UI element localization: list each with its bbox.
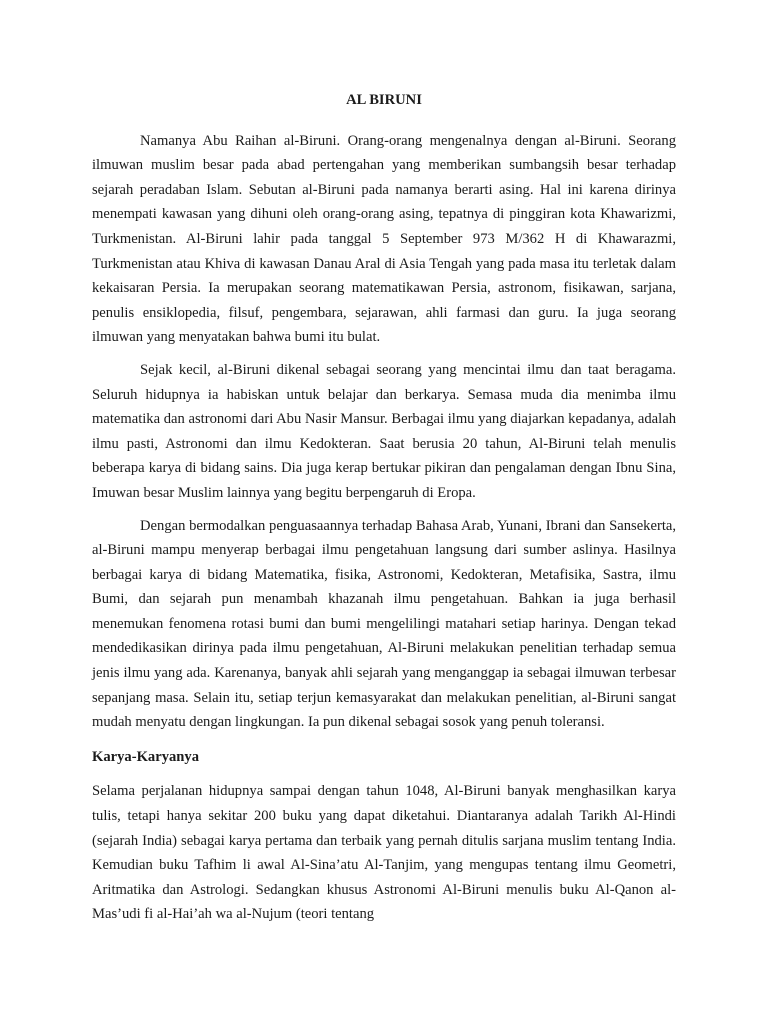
paragraph-3: Dengan bermodalkan penguasaannya terhadap Bahasa Arab, Yunani, Ibrani dan Sansekerta, al-Biruni mampu menyerap berbagai ilmu pengetahuan langsung dari sumber aslinya. Hasilnya berbagai karya di bidang Matematika, fisika, Astronomi, Kedokteran, Metafisika, Sastra, ilmu Bumi, dan sejarah pun menambah khazanah ilmu pengetahuan. Bahkan ia juga berhasil menemukan fenomena rotasi bumi dan bumi mengelilingi matahari setiap harinya. Dengan tekad mendedikasikan dirinya pada ilmu pengetahuan, Al-Biruni melakukan penelitian terhadap semua jenis ilmu yang ada. Karenanya, banyak ahli sejarah yang menganggap ia sebagai ilmuwan terbesar sepanjang masa. Selain itu, setiap terjun kemasyarakat dan melakukan penelitian, al-Biruni sangat mudah menyatu dengan lingkungan. Ia pun dikenal sebagai sosok yang penuh toleransi. [92, 517, 676, 731]
section-heading: Karya-Karyanya [92, 748, 200, 765]
paragraph-1: Namanya Abu Raihan al-Biruni. Orang-orang mengenalnya dengan al-Biruni. Seorang ilmuwan muslim besar pada abad pertengahan yang memberikan sumbangsih besar terhadap sejarah peradaban Islam. Sebutan al-Biruni pada namanya berarti asing. Hal ini karena dirinya menempati kawasan yang dihuni oleh orang-orang asing, tepatnya di pinggiran kota Khawarizmi, Turkmenistan. Al-Biruni lahir pada tanggal 5 September 973 M/362 H di Khawarazmi, Turkmenistan atau Khiva di kawasan Danau Aral di Asia Tengah yang pada masa itu terletak dalam kekaisaran Persia. Ia merupakan seorang matematikawan Persia, astronom, fisikawan, sarjana, penulis ensiklopedia, filsuf, pengembara, sejarawan, ahli farmasi dan guru. Ia juga seorang ilmuwan yang menyatakan bahwa bumi itu bulat. [92, 132, 676, 346]
document-title: AL BIRUNI [346, 92, 422, 108]
document-body [92, 88, 676, 935]
section-paragraph: Selama perjalanan hidupnya sampai dengan tahun 1048, Al-Biruni banyak menghasilkan karya tulis, tetapi hanya sekitar 200 buku yang dapat diketahui. Diantaranya adalah Tarikh Al-Hindi (sejarah India) sebagai karya pertama dan terbaik yang pernah ditulis sarjana muslim tentang India. Kemudian buku Tafhim li awal Al-Sina’atu Al-Tanjim, yang mengupas tentang ilmu Geometri, Aritmatika dan Astrologi. Sedangkan khusus Astronomi Al-Biruni menulis buku Al-Qanon al-Mas’udi fi al-Hai’ah wa al-Nujum (teori tentang [92, 783, 676, 923]
paragraph-2: Sejak kecil, al-Biruni dikenal sebagai seorang yang mencintai ilmu dan taat beragama. Seluruh hidupnya ia habiskan untuk belajar dan berkarya. Semasa muda dia menimba ilmu matematika dan astronomi dari Abu Nasir Mansur. Berbagai ilmu yang diajarkan kepadanya, adalah ilmu pasti, Astronomi dan ilmu Kedokteran. Saat berusia 20 tahun, Al-Biruni telah menulis beberapa karya di bidang sains. Dia juga kerap bertukar pikiran dan pengalaman dengan Ibnu Sina, Imuwan besar Muslim lainnya yang begitu berpengaruh di Eropa. [92, 361, 676, 501]
